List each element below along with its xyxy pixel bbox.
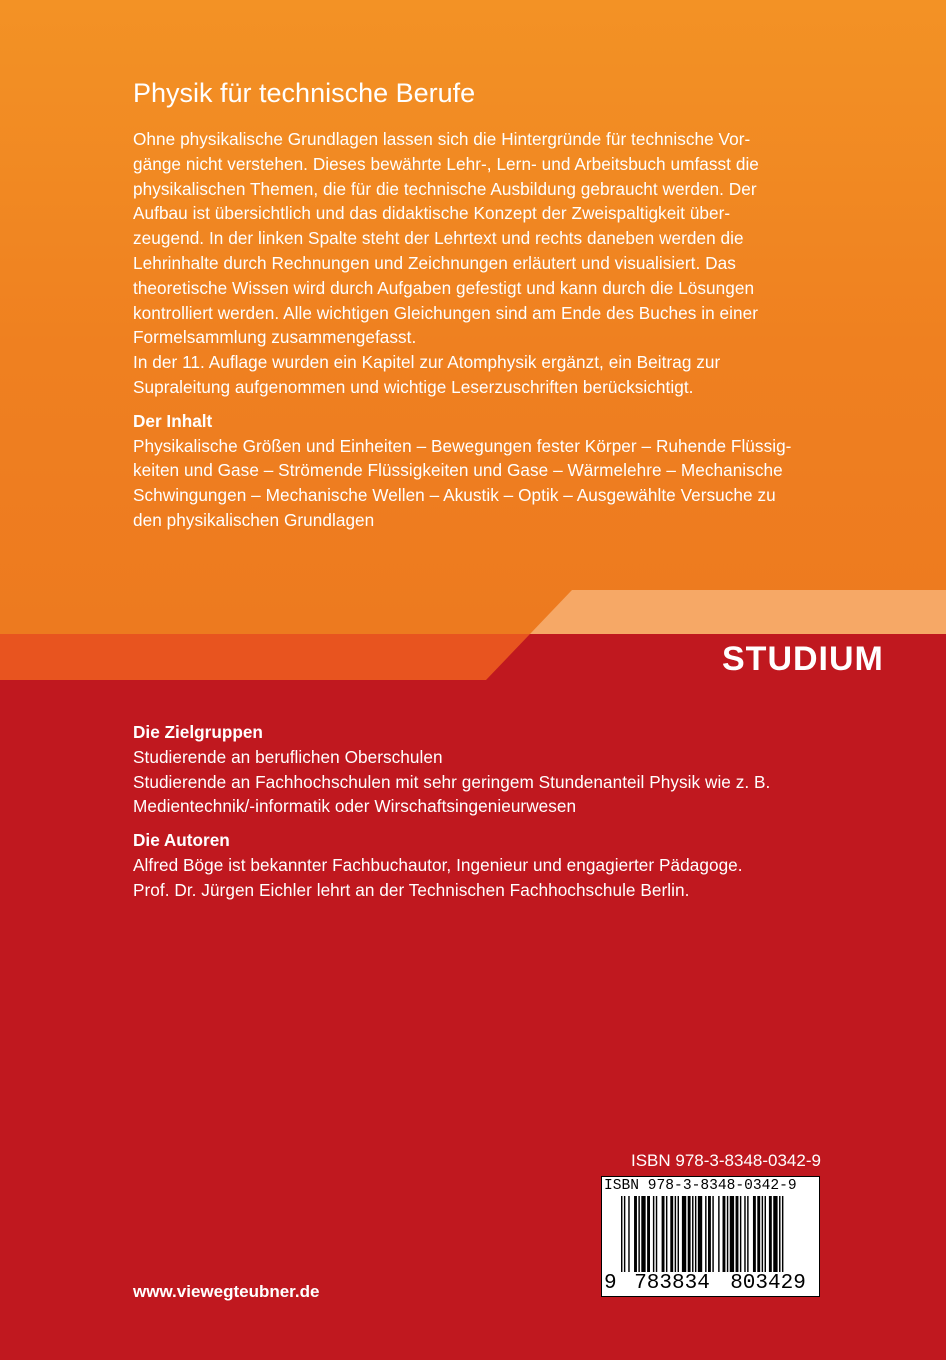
barcode-bar [675,1196,676,1272]
barcode-digit-group: 803429 [730,1272,806,1295]
barcode-bar [773,1196,777,1272]
barcode-bar [641,1196,645,1272]
barcode-bar [656,1196,657,1272]
barcode-bar [712,1196,713,1272]
barcode-digits [602,1272,819,1296]
intro-line: In der 11. Auflage wurden ein Kapitel zur Atomphysik ergänzt, ein Beitrag zur [133,352,721,373]
barcode-bar [753,1196,756,1272]
intro-line: Supraleitung aufgenommen und wichtige Leserzuschriften berücksichtigt. [133,376,694,397]
barcode-bar [747,1196,748,1272]
barcode-bar [723,1196,726,1272]
contents-heading: Der Inhalt [133,410,213,431]
barcode-bar [670,1196,673,1272]
intro-line: gänge nicht verstehen. Dieses bewährte Lehr-, Lern- und Arbeitsbuch umfasst die [133,153,759,174]
intro-line: Formelsammlung zusammengefasst. [133,327,417,348]
barcode-bar [634,1196,637,1272]
intro-line: Aufbau ist übersichtlich und das didaktische Konzept der Zweispaltigkeit über- [133,203,731,224]
barcode-digit-group: 783834 [634,1272,710,1295]
publisher-website[interactable]: www.viewegteubner.de [133,1282,320,1301]
barcode-bar [688,1196,691,1272]
author-line: Prof. Dr. Jürgen Eichler lehrt an der Technischen Fachhochschule Berlin. [133,879,690,900]
target-group-line: Studierende an Fachhochschulen mit sehr geringem Stundenanteil Physik wie z. B. [133,771,771,792]
target-group-heading: Die Zielgruppen [133,722,263,742]
intro-line: theoretische Wissen wird durch Aufgaben gefestigt und kann durch die Lösungen [133,277,755,298]
barcode-bar [666,1196,667,1272]
barcode-bar [769,1196,772,1272]
barcode-bar [718,1196,719,1272]
barcode-bar [730,1196,734,1272]
barcode-bar [692,1196,693,1272]
studium-label: STUDIUM [722,640,884,678]
barcode-bar [744,1196,745,1272]
barcode-bar [653,1196,654,1272]
book-title: Physik für technische Berufe [133,78,476,108]
intro-line: kontrolliert werden. Alle wichtigen Gleichungen sind am Ende des Buches in einer [133,302,759,323]
intro-line: Lehrinhalte durch Rechnungen und Zeichnungen erläutert und visualisiert. Das [133,252,736,273]
barcode-bar [727,1196,728,1272]
barcode-bar [662,1196,665,1272]
contents-line: Schwingungen – Mechanische Wellen – Akustik – Optik – Ausgewählte Versuche zu [133,485,776,506]
barcode-bar [762,1196,763,1272]
isbn-number: ISBN 978-3-8348-0342-9 [631,1151,821,1170]
intro-line: Ohne physikalische Grundlagen lassen sich die Hintergründe für technische Vor- [133,129,751,149]
barcode-bar [765,1196,766,1272]
target-group-line: Studierende an beruflichen Oberschulen [133,746,443,767]
barcode-bar [638,1196,639,1272]
intro-line: zeugend. In der linken Spalte steht der Lehrtext und rechts daneben werden die [133,228,744,249]
authors-heading: Die Autoren [133,830,230,851]
contents-line: den physikalischen Grundlagen [133,509,375,530]
barcode-bar [740,1196,741,1272]
author-line: Alfred Böge ist bekannter Fachbuchautor, Ingenieur und engagierter Pädagoge. [133,854,743,875]
contents-line: keiten und Gase – Strömende Flüssigkeiten und Gase – Wärmelehre – Mechanische [133,460,783,481]
barcode-bar [647,1196,650,1272]
contents-line: Physikalische Größen und Einheiten – Bewegungen fester Körper – Ruhende Flüssig- [133,435,792,456]
barcode-bar [779,1196,780,1272]
barcode-bar [628,1196,629,1272]
barcode-bar [695,1196,696,1272]
audience-and-authors [133,720,823,903]
intro-line: physikalischen Themen, die für die technische Ausbildung gebraucht werden. Der [133,178,757,199]
book-description [133,77,823,533]
target-group-line: Medientechnik/-informatik oder Wirschaftsingenieurwesen [133,796,577,817]
barcode-bar [678,1196,679,1272]
isbn-barcode [601,1176,820,1297]
barcode-bar [757,1196,760,1272]
barcode-bar [682,1196,686,1272]
barcode-bar [736,1196,739,1272]
barcode-digit-group: 9 [604,1272,617,1295]
barcode-isbn-caption: ISBN 978-3-8348-0342-9 [604,1178,797,1194]
